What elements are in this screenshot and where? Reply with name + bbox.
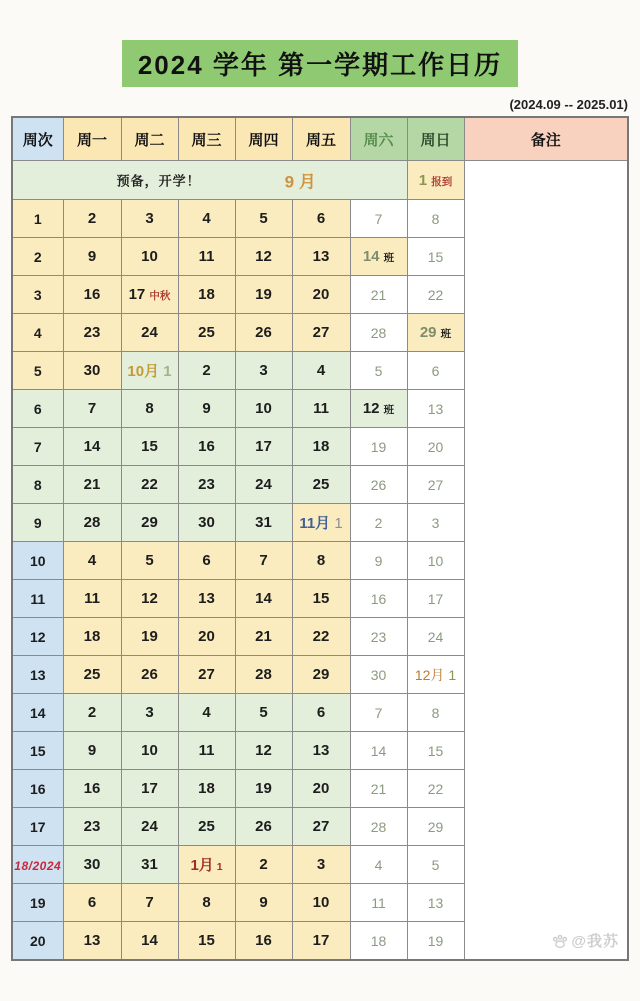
day-cell: 8 — [292, 542, 350, 580]
day-cell: 17 — [121, 770, 178, 808]
day-cell: 23 — [63, 314, 121, 352]
day-cell: 5 — [350, 352, 407, 390]
day-cell: 27 — [292, 314, 350, 352]
day-cell: 9 — [63, 732, 121, 770]
handwriting-note: 预备，开学！ — [116, 173, 201, 189]
day-cell: 6 — [407, 352, 464, 390]
day-cell: 4 — [178, 200, 235, 238]
day-cell: 10 — [235, 390, 292, 428]
day-cell: 13 — [63, 922, 121, 961]
week-number-cell: 14 — [12, 694, 63, 732]
day-cell: 2 — [178, 352, 235, 390]
day-cell: 30 — [350, 656, 407, 694]
day-cell: 31 — [121, 846, 178, 884]
day-cell: 25 — [63, 656, 121, 694]
day-cell: 30 — [63, 352, 121, 390]
day-cell: 4 — [292, 352, 350, 390]
week-number-cell: 7 — [12, 428, 63, 466]
day-cell: 11月 1 — [292, 504, 350, 542]
day-cell: 23 — [63, 808, 121, 846]
col-header-thursday: 周四 — [235, 117, 292, 161]
day-cell: 29 — [407, 808, 464, 846]
day-cell: 20 — [407, 428, 464, 466]
week-number-cell: 6 — [12, 390, 63, 428]
day-cell: 16 — [235, 922, 292, 961]
day-cell: 25 — [178, 314, 235, 352]
day-cell: 11 — [63, 580, 121, 618]
week-number-cell: 5 — [12, 352, 63, 390]
day-cell: 2 — [350, 504, 407, 542]
day-cell: 20 — [178, 618, 235, 656]
day-cell: 16 — [63, 276, 121, 314]
day-cell: 15 — [292, 580, 350, 618]
day-cell: 26 — [121, 656, 178, 694]
day-cell: 30 — [178, 504, 235, 542]
day-cell: 29 — [292, 656, 350, 694]
day-cell: 21 — [235, 618, 292, 656]
day-cell: 16 — [178, 428, 235, 466]
page-title: 2024 学年 第一学期工作日历 — [122, 40, 518, 87]
day-cell: 6 — [292, 200, 350, 238]
day-cell: 24 — [121, 808, 178, 846]
week-number-cell: 1 — [12, 200, 63, 238]
day-cell: 12月 1 — [407, 656, 464, 694]
day-cell: 3 — [121, 200, 178, 238]
day-cell: 13 — [407, 390, 464, 428]
day-cell: 2 — [63, 200, 121, 238]
day-cell: 27 — [407, 466, 464, 504]
day-cell: 20 — [292, 770, 350, 808]
calendar-table — [11, 116, 629, 961]
day-cell: 6 — [292, 694, 350, 732]
day-cell: 21 — [350, 770, 407, 808]
day-cell: 13 — [292, 238, 350, 276]
day-cell: 28 — [235, 656, 292, 694]
day-cell: 7 — [350, 200, 407, 238]
day-cell: 7 — [121, 884, 178, 922]
day-cell: 9 — [63, 238, 121, 276]
day-cell: 13 — [407, 884, 464, 922]
week-number-cell: 3 — [12, 276, 63, 314]
day-cell: 14 班 — [350, 238, 407, 276]
day-cell: 3 — [121, 694, 178, 732]
day-cell: 14 — [121, 922, 178, 961]
day-cell: 28 — [63, 504, 121, 542]
day-cell: 3 — [235, 352, 292, 390]
day-cell: 13 — [178, 580, 235, 618]
day-cell: 26 — [235, 314, 292, 352]
day-cell: 15 — [121, 428, 178, 466]
day-cell: 12 — [235, 238, 292, 276]
day-cell: 5 — [235, 200, 292, 238]
day-cell: 27 — [292, 808, 350, 846]
day-cell: 24 — [407, 618, 464, 656]
week-number-cell: 19 — [12, 884, 63, 922]
day-cell: 4 — [178, 694, 235, 732]
banner-sunday-cell — [407, 161, 464, 200]
week-number-cell: 20 — [12, 922, 63, 961]
day-cell: 17 — [235, 428, 292, 466]
day-cell: 28 — [350, 808, 407, 846]
calendar-header — [12, 117, 628, 161]
week-number-cell: 15 — [12, 732, 63, 770]
day-cell: 18 — [178, 276, 235, 314]
day-cell: 18 — [63, 618, 121, 656]
watermark — [552, 930, 619, 951]
day-cell: 10 — [121, 732, 178, 770]
notes-column — [464, 161, 628, 961]
col-header-friday: 周五 — [292, 117, 350, 161]
col-header-notes: 备注 — [464, 117, 628, 161]
header-row — [12, 117, 628, 161]
day-cell: 12 — [235, 732, 292, 770]
calendar-rows — [12, 161, 628, 961]
month-label-september: 9 月 — [284, 172, 316, 192]
week-number-cell: 4 — [12, 314, 63, 352]
day-cell: 5 — [407, 846, 464, 884]
day-cell: 21 — [63, 466, 121, 504]
day-cell: 15 — [178, 922, 235, 961]
day-cell: 3 — [292, 846, 350, 884]
day-cell: 13 — [292, 732, 350, 770]
week-number-cell: 17 — [12, 808, 63, 846]
day-cell: 19 — [235, 276, 292, 314]
day-cell: 8 — [178, 884, 235, 922]
day-cell: 5 — [121, 542, 178, 580]
paw-icon — [552, 933, 568, 949]
title-wrap — [0, 40, 640, 87]
day-cell: 29 班 — [407, 314, 464, 352]
day-cell: 7 — [235, 542, 292, 580]
week-number-cell: 18/2024 — [12, 846, 63, 884]
day-cell: 10月 1 — [121, 352, 178, 390]
banner-sunday-day: 1 — [418, 171, 432, 189]
week-number-cell: 16 — [12, 770, 63, 808]
day-cell: 11 — [292, 390, 350, 428]
day-cell: 23 — [350, 618, 407, 656]
day-cell: 30 — [63, 846, 121, 884]
col-header-tuesday: 周二 — [121, 117, 178, 161]
col-header-sunday: 周日 — [407, 117, 464, 161]
day-cell: 29 — [121, 504, 178, 542]
day-cell: 10 — [121, 238, 178, 276]
day-cell: 16 — [63, 770, 121, 808]
day-cell: 4 — [350, 846, 407, 884]
day-cell: 17 中秋 — [121, 276, 178, 314]
week-number-cell: 11 — [12, 580, 63, 618]
day-cell: 27 — [178, 656, 235, 694]
watermark-text: @我苏 — [571, 933, 619, 950]
day-cell: 25 — [178, 808, 235, 846]
day-cell: 25 — [292, 466, 350, 504]
day-cell: 2 — [235, 846, 292, 884]
day-cell: 12 — [121, 580, 178, 618]
day-cell: 7 — [63, 390, 121, 428]
date-range: (2024.09 -- 2025.01) — [509, 97, 628, 112]
day-cell: 6 — [63, 884, 121, 922]
day-cell: 18 — [350, 922, 407, 961]
week-number-cell: 8 — [12, 466, 63, 504]
banner-sunday-note: 报到 — [431, 175, 453, 188]
day-cell: 18 — [178, 770, 235, 808]
week-number-cell: 13 — [12, 656, 63, 694]
day-cell: 31 — [235, 504, 292, 542]
day-cell: 19 — [121, 618, 178, 656]
day-cell: 18 — [292, 428, 350, 466]
day-cell: 3 — [407, 504, 464, 542]
day-cell: 23 — [178, 466, 235, 504]
day-cell: 2 — [63, 694, 121, 732]
day-cell: 20 — [292, 276, 350, 314]
day-cell: 14 — [350, 732, 407, 770]
day-cell: 9 — [235, 884, 292, 922]
day-cell: 28 — [350, 314, 407, 352]
day-cell: 22 — [407, 276, 464, 314]
week-number-cell: 9 — [12, 504, 63, 542]
day-cell: 26 — [350, 466, 407, 504]
day-cell: 16 — [350, 580, 407, 618]
month-banner-september — [12, 161, 407, 200]
day-cell: 6 — [178, 542, 235, 580]
day-cell: 9 — [350, 542, 407, 580]
day-cell: 1月 1 — [178, 846, 235, 884]
day-cell: 11 — [178, 732, 235, 770]
day-cell: 8 — [407, 694, 464, 732]
day-cell: 22 — [121, 466, 178, 504]
day-cell: 19 — [350, 428, 407, 466]
col-header-monday: 周一 — [63, 117, 121, 161]
day-cell: 22 — [292, 618, 350, 656]
september-banner-row — [12, 161, 628, 200]
day-cell: 14 — [63, 428, 121, 466]
day-cell: 26 — [235, 808, 292, 846]
col-header-week: 周次 — [12, 117, 63, 161]
day-cell: 12 班 — [350, 390, 407, 428]
day-cell: 4 — [63, 542, 121, 580]
week-number-cell: 10 — [12, 542, 63, 580]
day-cell: 17 — [407, 580, 464, 618]
week-number-cell: 2 — [12, 238, 63, 276]
day-cell: 8 — [407, 200, 464, 238]
col-header-saturday: 周六 — [350, 117, 407, 161]
day-cell: 9 — [178, 390, 235, 428]
day-cell: 19 — [407, 922, 464, 961]
day-cell: 8 — [121, 390, 178, 428]
day-cell: 10 — [407, 542, 464, 580]
col-header-wednesday: 周三 — [178, 117, 235, 161]
day-cell: 17 — [292, 922, 350, 961]
day-cell: 10 — [292, 884, 350, 922]
day-cell: 7 — [350, 694, 407, 732]
day-cell: 14 — [235, 580, 292, 618]
day-cell: 15 — [407, 732, 464, 770]
day-cell: 22 — [407, 770, 464, 808]
day-cell: 24 — [235, 466, 292, 504]
day-cell: 24 — [121, 314, 178, 352]
week-number-cell: 12 — [12, 618, 63, 656]
day-cell: 5 — [235, 694, 292, 732]
day-cell: 11 — [178, 238, 235, 276]
day-cell: 19 — [235, 770, 292, 808]
day-cell: 21 — [350, 276, 407, 314]
day-cell: 11 — [350, 884, 407, 922]
day-cell: 15 — [407, 238, 464, 276]
